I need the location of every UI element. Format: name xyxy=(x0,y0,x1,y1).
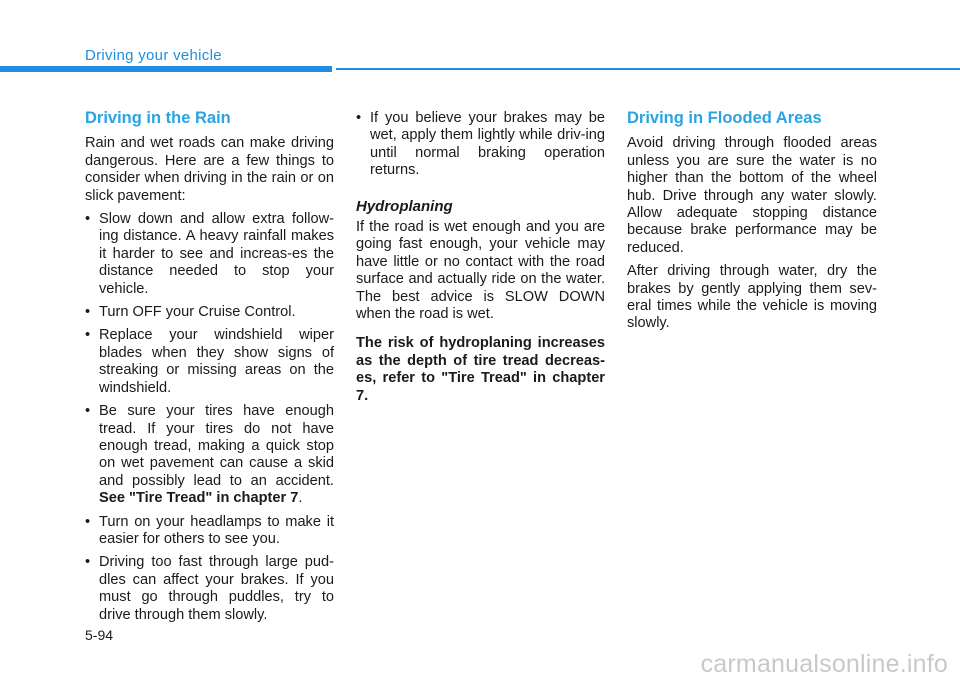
bullet-icon: • xyxy=(85,554,91,571)
hydroplaning-heading: Hydroplaning xyxy=(356,197,453,215)
hydroplaning-body: If the road is wet enough and you are going fast enough, your vehicle may have little or no contact with the road surface and actually ride on the water. The best advice is SLOW DOWN when the road is wet. xyxy=(356,219,605,323)
bullet-icon: • xyxy=(85,211,91,228)
column-middle xyxy=(356,110,605,411)
header-rule-thin xyxy=(336,68,960,70)
list-item: • Be sure your tires have enough tread. If your tires do not have enough tread, making a quick stop on wet pavement can cause a skid and possibly lead to an accident. See "Tire Tread" in chapter 7. xyxy=(85,403,334,507)
bullet-icon: • xyxy=(356,110,362,126)
list-item: • Slow down and allow extra follow-ing distance. A heavy rainfall makes it harder to see and increas-es the distance needed to stop your vehicle. xyxy=(85,211,334,297)
flooded-para-1: Avoid driving through flooded areas unless you are sure the water is no higher than the bottom of the wheel hub. Drive through any water slowly. Allow adequate stopping distance because brake performance may be reduced. xyxy=(627,135,877,256)
tire-tread-reference: See "Tire Tread" in chapter 7 xyxy=(99,490,299,507)
flooded-heading: Driving in Flooded Areas xyxy=(627,109,822,127)
rain-intro: Rain and wet roads can make driving dangerous. Here are a few things to consider when driving in the rain or on slick pavement: xyxy=(85,135,334,204)
bullet-icon: • xyxy=(85,403,91,420)
rain-heading: Driving in the Rain xyxy=(85,109,231,127)
list-item: • Replace your windshield wiper blades when they show signs of streaking or missing areas on the windshield. xyxy=(85,327,334,396)
flooded-para-2: After driving through water, dry the brakes by gently applying them sev-eral times while the vehicle is moving slowly. xyxy=(627,263,877,332)
column-right xyxy=(627,110,877,339)
watermark: carmanualsonline.info xyxy=(700,650,948,678)
section-header: Driving your vehicle xyxy=(85,47,222,64)
header-rule-thick xyxy=(0,66,332,72)
bullet-icon: • xyxy=(85,513,91,530)
list-item: • Driving too fast through large pud-dles can affect your brakes. If you must go through puddles, try to drive through them slowly. xyxy=(85,554,334,623)
list-item: • If you believe your brakes may be wet, apply them lightly while driv-ing until normal braking operation returns. xyxy=(356,110,605,179)
column-left xyxy=(85,110,334,630)
rain-list-continued xyxy=(356,110,605,180)
list-item: • Turn OFF your Cruise Control. xyxy=(85,304,296,321)
list-item: • Turn on your headlamps to make it easier for others to see you. xyxy=(85,513,334,547)
hydroplaning-warning: The risk of hydroplaning increases as the depth of tire tread decreas-es, refer to "Tire Tread" in chapter 7. xyxy=(356,335,605,404)
bullet-icon: • xyxy=(85,304,91,321)
bullet-icon: • xyxy=(85,327,91,344)
rain-list xyxy=(85,211,334,624)
page-number: 5-94 xyxy=(85,627,114,643)
